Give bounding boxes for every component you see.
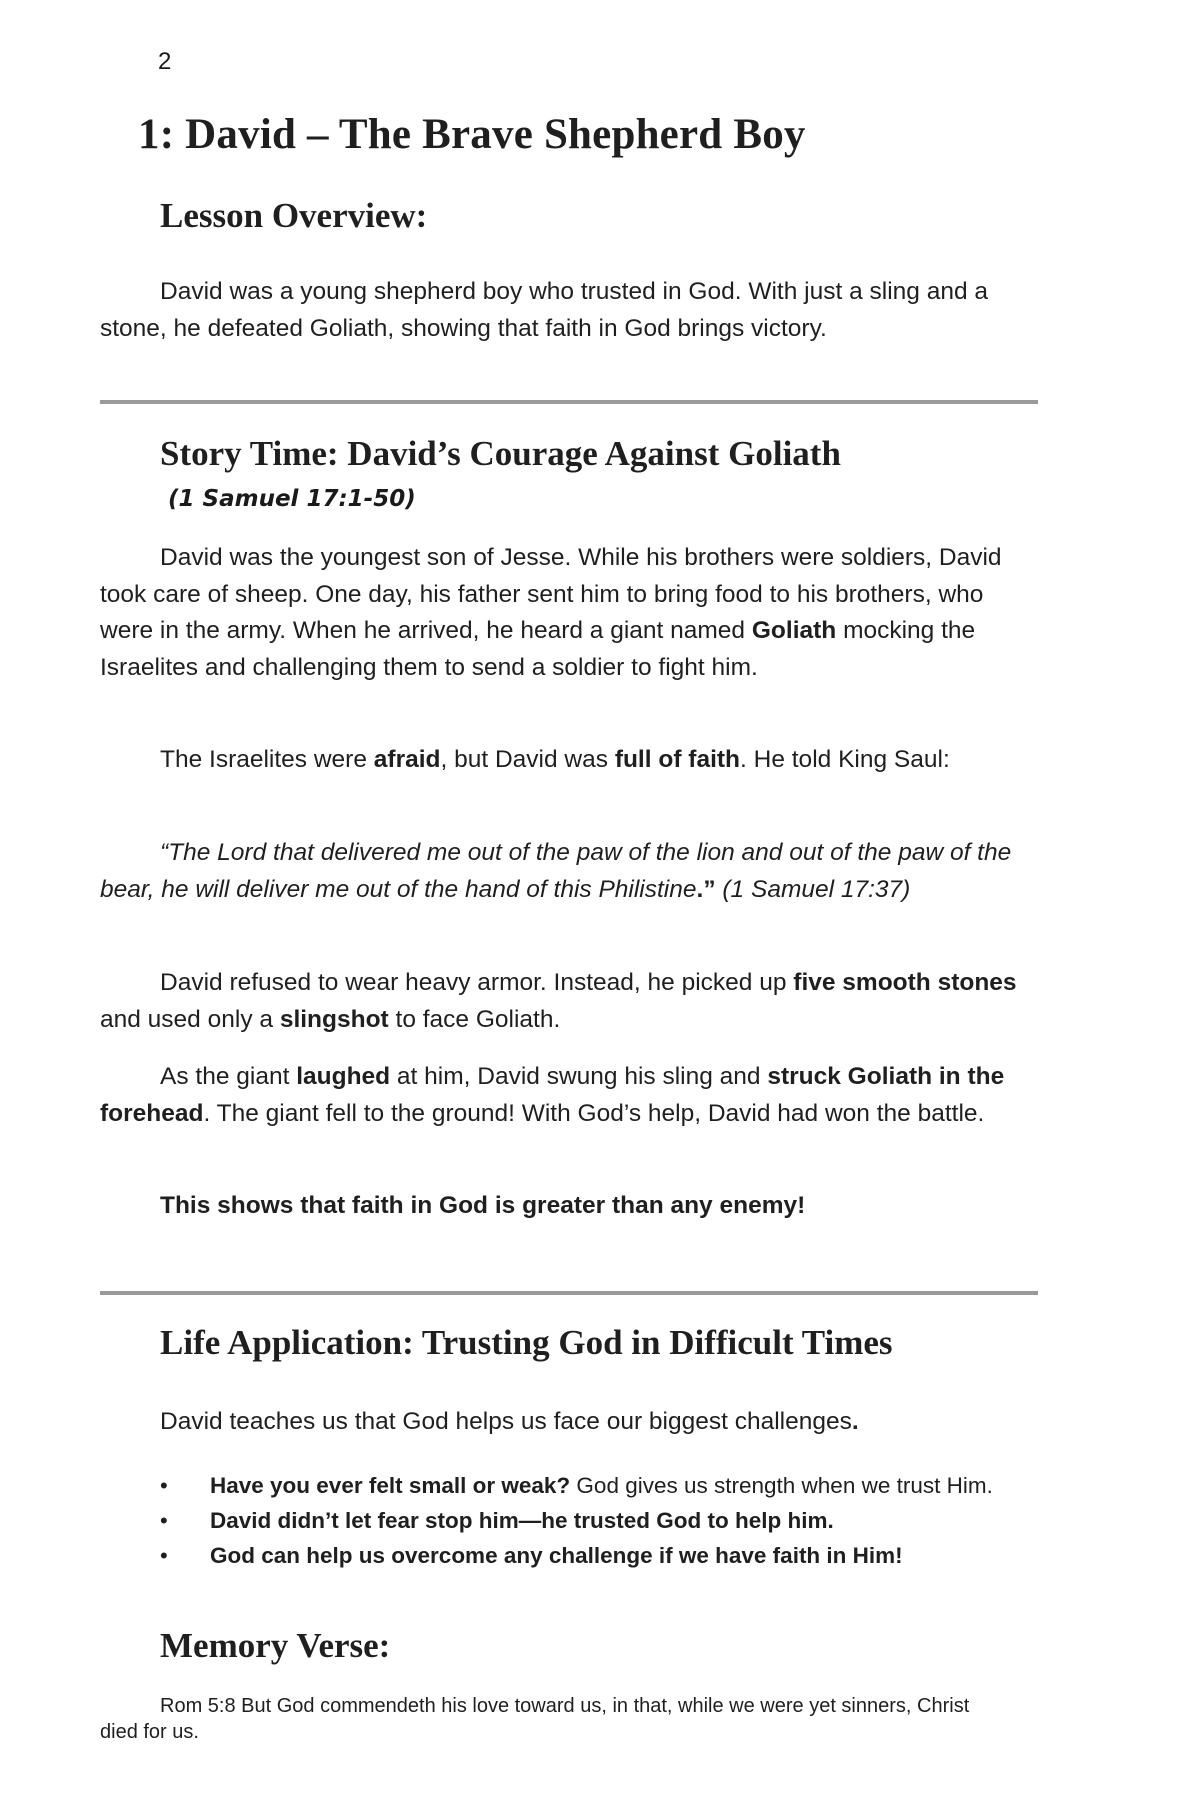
story-paragraph-4: As the giant laughed at him, David swung his sling and struck Goliath in the forehead. The giant fell to the ground! With God’s help, David had won the battle.	[100, 1063, 1005, 1127]
overview-heading: Lesson Overview:	[160, 196, 428, 235]
story-heading: Story Time: David’s Courage Against Goliath	[160, 434, 841, 473]
bible-quote: “The Lord that delivered me out of the paw of the lion and out of the paw of the bear, he will deliver me out of the hand of this Philistine.” (1 Samuel 17:37)	[100, 839, 1012, 903]
section-divider	[100, 400, 1038, 404]
story-conclusion: This shows that faith in God is greater than any enemy!	[160, 1192, 806, 1219]
application-heading: Life Application: Trusting God in Difficult Times	[160, 1323, 893, 1362]
story-paragraph-1: David was the youngest son of Jesse. While his brothers were soldiers, David took care of sheep. One day, his father sent him to bring food to his brothers, who were in the army. When he arrived, he heard a giant named Goliath mocking the Israelites and challenging them to send a soldier to fight him.	[100, 544, 1002, 681]
list-item: • Have you ever felt small or weak? God gives us strength when we trust Him.	[160, 1470, 1040, 1502]
list-item: • God can help us overcome any challenge if we have faith in Him!	[160, 1540, 1040, 1572]
story-paragraph-3: David refused to wear heavy armor. Instead, he picked up five smooth stones and used only a slingshot to face Goliath.	[100, 969, 1017, 1033]
application-intro: David teaches us that God helps us face our biggest challenges.	[160, 1408, 859, 1435]
memory-verse-text: Rom 5:8 But God commendeth his love toward us, in that, while we were yet sinners, Christ died for us.	[100, 1695, 970, 1743]
section-divider	[100, 1291, 1038, 1295]
page-number: 2	[158, 48, 172, 75]
overview-text: David was a young shepherd boy who trusted in God. With just a sling and a stone, he defeated Goliath, showing that faith in God brings victory.	[100, 278, 989, 342]
story-paragraph-2: The Israelites were afraid, but David was full of faith. He told King Saul:	[160, 746, 950, 773]
memory-verse-heading: Memory Verse:	[160, 1626, 391, 1665]
lesson-title: 1: David – The Brave Shepherd Boy	[138, 111, 806, 158]
list-item: • David didn’t let fear stop him—he trusted God to help him.	[160, 1505, 1040, 1537]
scripture-reference: (1 Samuel 17:1-50)	[168, 486, 416, 512]
application-bullet-list	[160, 1470, 1040, 1575]
